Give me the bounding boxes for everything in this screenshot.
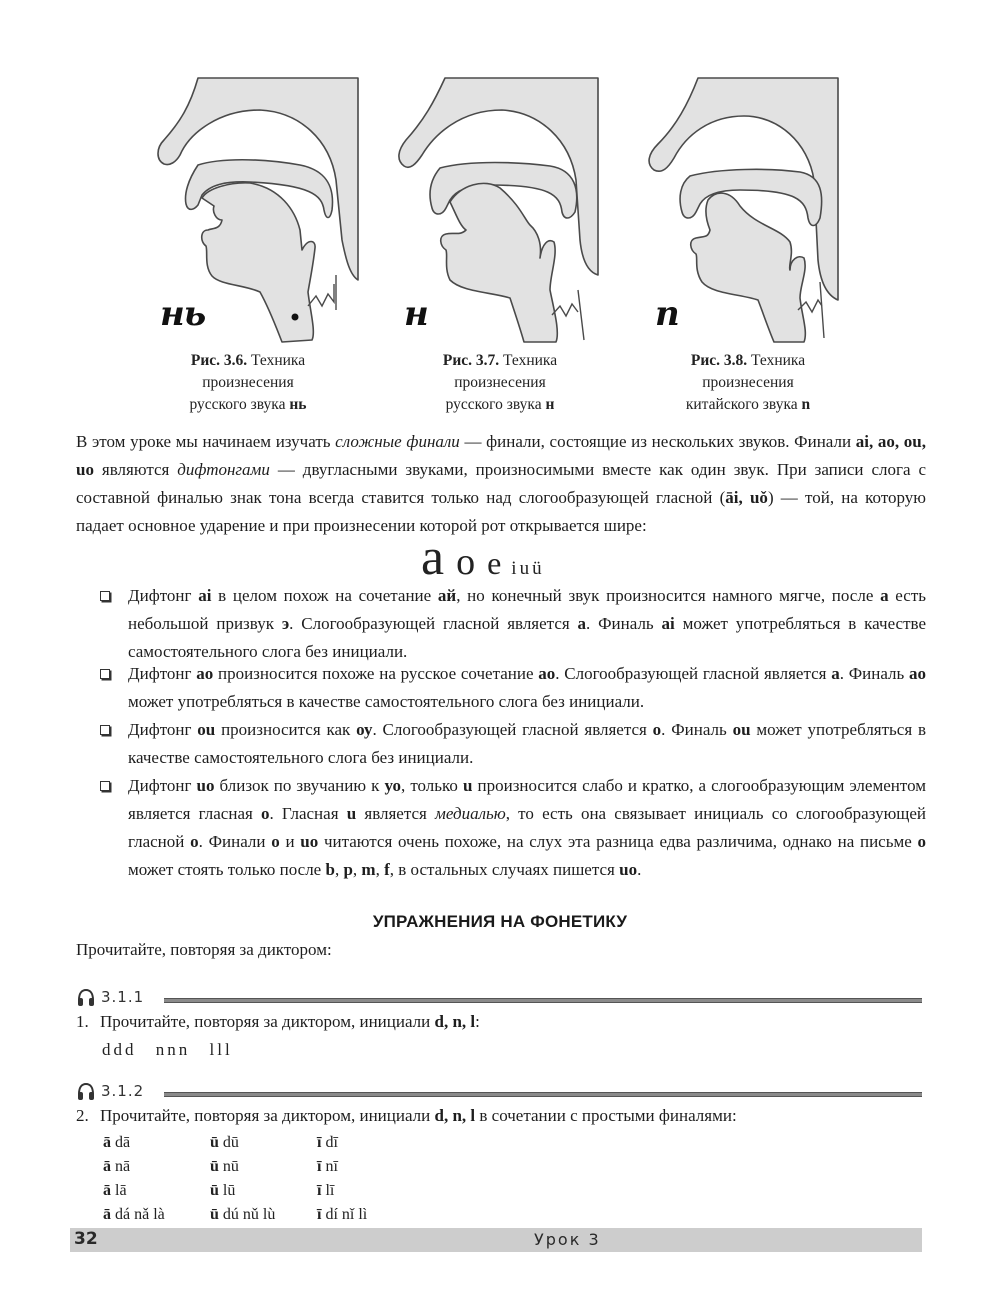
figure-3-8-caption	[648, 350, 848, 416]
bullet-diphthong-ou	[100, 716, 926, 772]
bullet-text: Дифтонг uo близок по звучанию к уо, только u произносится слабо и кратко, а слогообразующим элементом является гласная o. Гласная u является медиалью, то есть она связывает инициаль со слогообразующей гласной o. Финали o и uo читаются очень похоже, на слух эта разница едва различима, однако на письме o может стоять только после b, p, m, f, в остальных случаях пишется uo.	[128, 776, 926, 879]
prompt-tail: :	[475, 1012, 480, 1031]
track-number: 3.1.1	[101, 988, 145, 1006]
pinyin-syllable-table	[103, 1134, 424, 1230]
figure-3-6-caption	[148, 350, 348, 416]
item-number: 1.	[76, 1012, 89, 1031]
track-number: 3.1.2	[101, 1082, 145, 1100]
pinyin-cell: ū dū	[210, 1134, 239, 1151]
bullet-diphthong-uo	[100, 772, 926, 884]
headphones-icon[interactable]	[76, 988, 96, 1008]
caption-sound: нь	[289, 396, 307, 413]
pinyin-cell: ū nū	[210, 1158, 239, 1175]
prompt-text: Прочитайте, повторяя за диктором, инициали	[100, 1106, 435, 1125]
figure-3-7-caption	[400, 350, 600, 416]
checkbox-bullet-icon	[100, 781, 110, 791]
headphones-icon[interactable]	[76, 1082, 96, 1102]
exercise-instruction: Прочитайте, повторяя за диктором:	[76, 940, 332, 959]
audio-track-3-1-1[interactable]	[76, 987, 922, 1009]
checkbox-bullet-icon	[100, 591, 110, 601]
page-footer	[70, 1228, 922, 1252]
intro-paragraph: В этом уроке мы начинаем изучать сложные финали — финали, состоящие из нескольких звуков. Финали ai, ao, ou, uo являются дифтонгами — двугласными звуками, произносимыми вместе как один звук. При записи слога с составной финалью знак тона всегда ставится только над слогообразующей гласной (āi, uǒ) — той, на которую падает основное ударение и при произнесении которой рот открывается шире:	[76, 432, 927, 535]
pinyin-row	[103, 1182, 424, 1206]
figure-3-7-sound-label: н	[404, 294, 428, 334]
pinyin-cell: ī dí nǐ lì	[317, 1206, 368, 1223]
vowel-openness-scale	[421, 528, 545, 587]
figure-3-6-sound-label: нь	[160, 294, 206, 334]
pinyin-cell: ā dá nǎ là	[103, 1206, 165, 1223]
figure-number: Рис. 3.6.	[190, 352, 248, 369]
caption-text: китайского звука	[685, 396, 802, 413]
pinyin-cell: ī lī	[317, 1182, 335, 1199]
checkbox-bullet-icon	[100, 669, 110, 679]
section-title: УПРАЖНЕНИЯ НА ФОНЕТИКУ	[372, 912, 628, 931]
pinyin-row	[103, 1158, 424, 1182]
pinyin-cell: ā dā	[103, 1134, 131, 1151]
caption-sound: н	[545, 396, 555, 413]
audio-track-3-1-2[interactable]	[76, 1081, 922, 1103]
pinyin-row	[103, 1134, 424, 1158]
caption-text: русского звука	[445, 396, 546, 413]
bullet-diphthong-ao	[100, 660, 926, 716]
caption-text: Техника	[503, 352, 558, 369]
exercise-1-prompt	[76, 1012, 480, 1032]
prompt-bold: d, n, l	[434, 1106, 476, 1125]
page-number: 32	[74, 1229, 98, 1249]
track-divider	[164, 998, 922, 1003]
prompt-tail: в сочетании с простыми финалями:	[475, 1106, 737, 1125]
caption-text: русского звука	[189, 396, 290, 413]
figure-number: Рис. 3.8.	[690, 352, 748, 369]
prompt-bold: d, n, l	[434, 1012, 476, 1031]
track-divider	[164, 1092, 922, 1097]
figure-number: Рис. 3.7.	[442, 352, 500, 369]
pinyin-cell: ā lā	[103, 1182, 127, 1199]
caption-text: произнесения	[202, 374, 294, 391]
figure-3-8-sound-label: n	[655, 294, 679, 334]
pinyin-cell: ā nā	[103, 1158, 131, 1175]
bullet-text: Дифтонг ai в целом похож на сочетание ай, но конечный звук произносится намного мягче, после а есть небольшой призвук э. Слогообразующей гласной является a. Финаль ai может употребляться в качестве самостоятельного слога без инициали.	[128, 586, 927, 661]
vowel-a: a	[421, 529, 445, 586]
bullet-diphthong-ai	[100, 582, 926, 666]
prompt-text: Прочитайте, повторяя за диктором, инициали	[100, 1012, 435, 1031]
pinyin-cell: ī nī	[317, 1158, 338, 1175]
vowel-o: o	[456, 541, 476, 583]
pinyin-cell: ū lū	[210, 1182, 236, 1199]
pinyin-cell: ī dī	[317, 1134, 338, 1151]
caption-text: произнесения	[702, 374, 794, 391]
item-number: 2.	[76, 1106, 89, 1125]
exercise-2-prompt	[76, 1106, 737, 1126]
exercise-1-initials: ddd nnn lll	[102, 1040, 233, 1059]
pinyin-row	[103, 1206, 424, 1230]
chapter-label: Урок 3	[534, 1230, 601, 1249]
bullet-text: Дифтонг ou произносится как оу. Слогообразующей гласной является o. Финаль ou может употребляться в качестве самостоятельного слога без инициали.	[128, 720, 927, 767]
pinyin-cell: ū dú nǔ lù	[210, 1206, 276, 1223]
caption-sound: n	[801, 396, 811, 413]
caption-text: Техника	[251, 352, 306, 369]
bullet-text: Дифтонг ao произносится похоже на русское сочетание ао. Слогообразующей гласной является a. Финаль ao может употребляться в качестве самостоятельного слога без инициали.	[128, 664, 927, 711]
vowels-i-u-ü: iuü	[511, 558, 545, 579]
checkbox-bullet-icon	[100, 725, 110, 735]
caption-text: произнесения	[454, 374, 546, 391]
vowel-e: e	[487, 545, 502, 581]
caption-text: Техника	[751, 352, 806, 369]
